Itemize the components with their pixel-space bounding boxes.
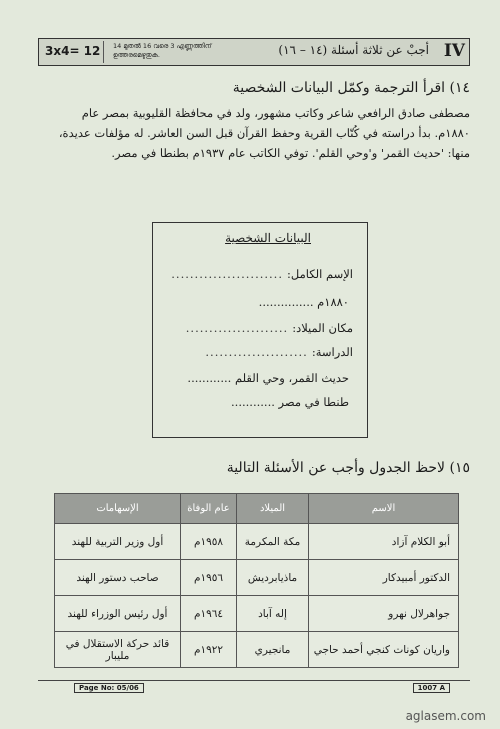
col-contribution: الإسهامات: [55, 494, 181, 524]
page-number: Page No: 05/06: [74, 683, 144, 693]
cell-name: واريان كونات كنجي أحمد حاجي: [309, 632, 459, 668]
watermark: aglasem.com: [405, 709, 486, 723]
bio-row: [163, 395, 353, 409]
header-divider: [103, 41, 104, 63]
table-row: [55, 596, 459, 632]
cell-contribution: قائد حركة الاستقلال في مليبار: [55, 632, 181, 668]
q15-heading: ١٥) لاحظ الجدول وأجب عن الأسئلة التالية: [226, 460, 470, 476]
info-table: [54, 493, 459, 668]
col-name: الاسم: [309, 494, 459, 524]
q14-paragraph: مصطفى صادق الرافعي شاعر وكاتب مشهور، ولد في محافظة القليوبية بمصر عام ١٨٨٠م. بدأ دراسته في كُتّاب القرية وحفظ القرآن قبل السن العاشر. له مؤلفات عديدة، منها: 'حديث القمر' و'وحي القلم'. توفي الكاتب عام ١٩٣٧م بطنطا في مصر.: [58, 106, 470, 160]
cell-birth: ماذيابرديش: [237, 560, 309, 596]
cell-name: الدكتور أمبيدكار: [309, 560, 459, 596]
bio-row: [163, 345, 353, 359]
cell-birth: مانجيري: [237, 632, 309, 668]
q14-heading: ١٤) اقرأ الترجمة وكمّل البيانات الشخصية: [232, 80, 470, 96]
bio-row: [163, 267, 353, 281]
bio-label: الإسم الكامل:: [287, 267, 353, 281]
bio-box-title: البيانات الشخصية: [225, 231, 311, 245]
bio-value: ١٨٨٠م ...............: [258, 295, 349, 309]
section-title: أجبْ عن ثلاثة أسئلة (١٤ – ١٦): [278, 43, 429, 57]
col-birth: الميلاد: [237, 494, 309, 524]
cell-birth: مكة المكرمة: [237, 524, 309, 560]
bio-label: الدراسة:: [311, 345, 353, 359]
bio-value: ......................: [185, 321, 289, 335]
bio-value: حديث القمر، وحي القلم ............: [187, 371, 349, 385]
col-death: عام الوفاة: [181, 494, 237, 524]
table-row: [55, 560, 459, 596]
table-row: [55, 524, 459, 560]
bio-row: [163, 295, 353, 309]
cell-death: ١٩٢٢م: [181, 632, 237, 668]
table-row: [55, 632, 459, 668]
paper-code: 1007 A: [413, 683, 450, 693]
bio-value: طنطا في مصر ............: [231, 395, 349, 409]
cell-contribution: أول وزير التربية للهند: [55, 524, 181, 560]
cell-name: جواهرلال نهرو: [309, 596, 459, 632]
cell-contribution: أول رئيس الوزراء للهند: [55, 596, 181, 632]
cell-death: ١٩٦٤م: [181, 596, 237, 632]
bio-data-box: [152, 222, 368, 438]
bio-row: [163, 321, 353, 335]
instruction-malayalam: 14 മുതൽ 16 വരെ 3 എണ്ണത്തിന് ഉത്തരമെഴുതുക.: [113, 42, 212, 59]
cell-death: ١٩٥٨م: [181, 524, 237, 560]
page-footer: [38, 680, 470, 694]
bio-row: [163, 371, 353, 385]
bio-label: مكان الميلاد:: [292, 321, 353, 335]
cell-birth: إله آباد: [237, 596, 309, 632]
cell-death: ١٩٥٦م: [181, 560, 237, 596]
cell-name: أبو الكلام آزاد: [309, 524, 459, 560]
question-header: [38, 38, 470, 66]
table-header-row: [55, 494, 459, 524]
bio-value: ......................: [205, 345, 308, 359]
cell-contribution: صاحب دستور الهند: [55, 560, 181, 596]
marks-label: 3x4= 12: [45, 44, 101, 58]
section-number: IV: [443, 41, 465, 61]
bio-value: ........................: [171, 267, 283, 281]
